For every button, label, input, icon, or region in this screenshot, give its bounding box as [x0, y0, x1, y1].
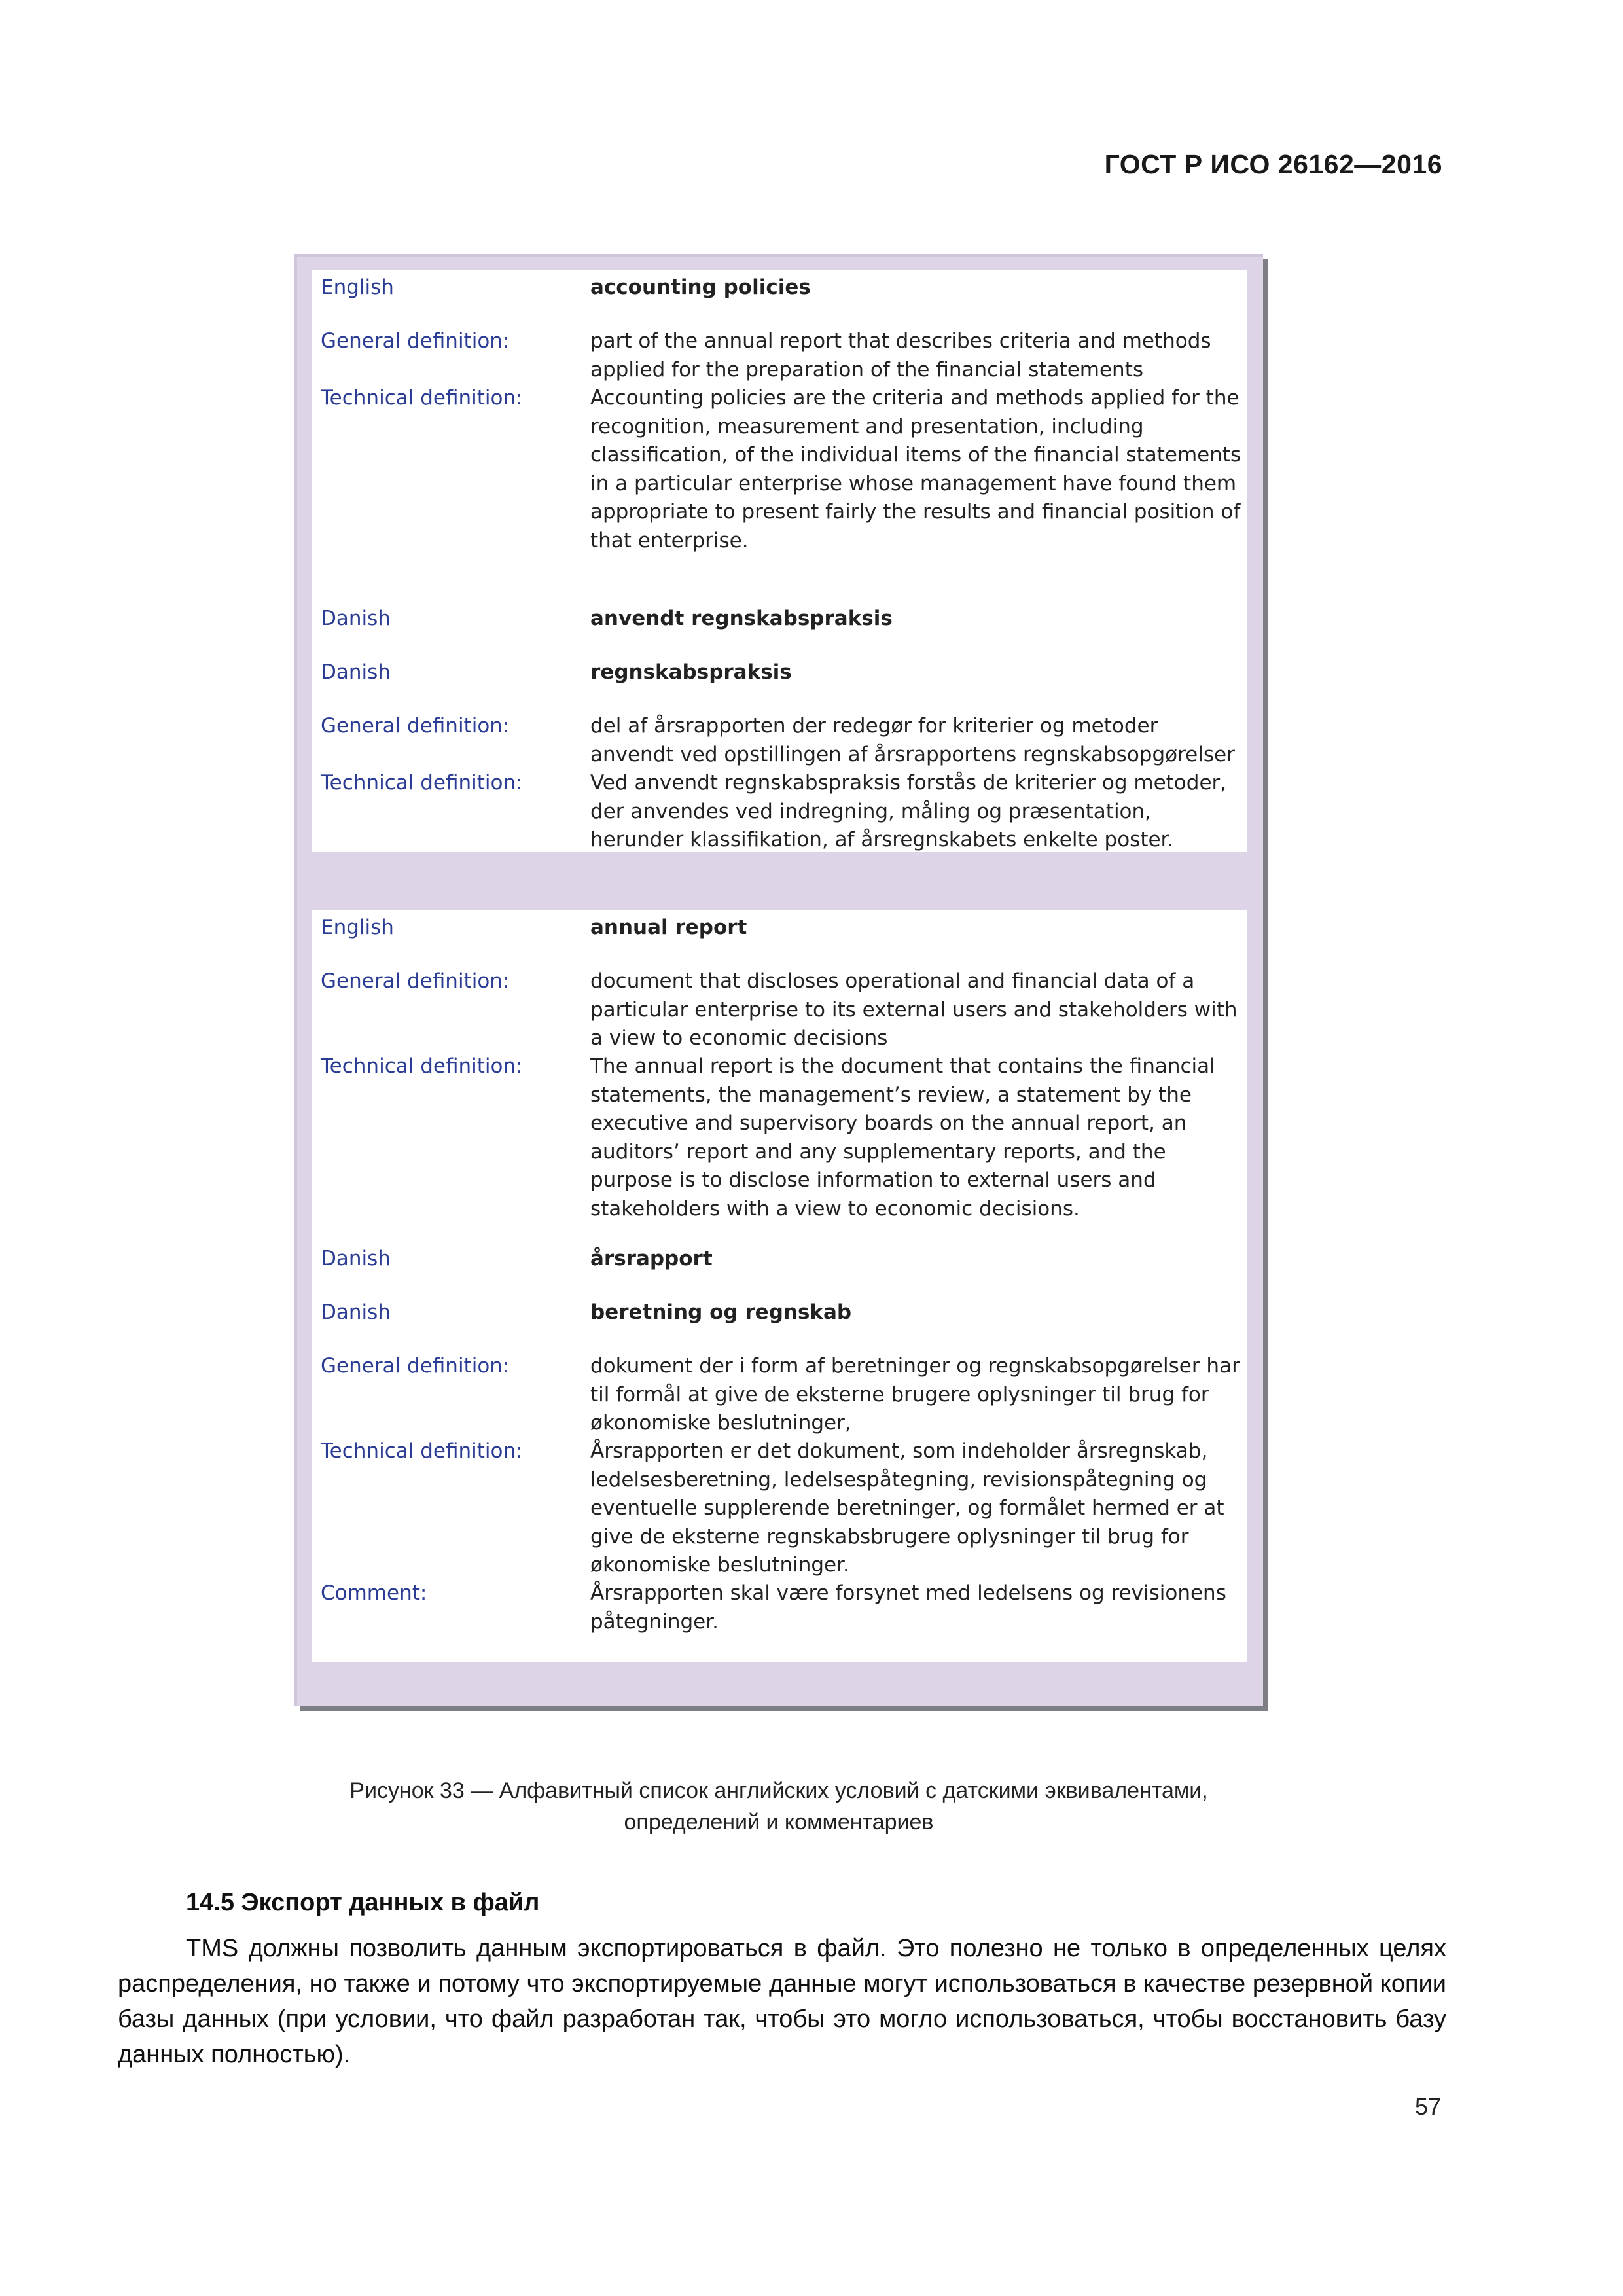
caption-line: определений и комментариев	[624, 1810, 934, 1835]
term-value: annual report	[590, 916, 747, 939]
figure-caption	[294, 1775, 1263, 1838]
field-label: Danish	[321, 1300, 391, 1324]
definition-value: dokument der i form af beretninger og regnskabsopgørelser har til formål at give de eksterne brugere oplysninger til brug for økonomiske beslutninger,	[590, 1354, 1240, 1435]
field-label: English	[321, 916, 394, 939]
definition-value: Accounting policies are the criteria and methods applied for the recognition, measurement and presentation, including classification, of the individual items of the financial statements in a particular enterprise whose management have found them appropriate to present fairly the results and financial position of that enterprise.	[590, 386, 1241, 552]
field-label: Comment:	[321, 1581, 427, 1605]
term-value: beretning og regnskab	[590, 1300, 852, 1324]
field-label: General definition:	[321, 714, 510, 738]
field-label: Technical definition:	[321, 1439, 523, 1463]
definition-value: del af årsrapporten der redegør for kriterier og metoder anvendt ved opstillingen af årsrapportens regnskabsopgørelser	[590, 714, 1235, 766]
field-label: Technical definition:	[321, 771, 523, 795]
caption-line: Рисунок 33 — Алфавитный список английских условий с датскими эквивалентами,	[349, 1778, 1208, 1803]
term-value: årsrapport	[590, 1247, 713, 1270]
field-label: General definition:	[321, 329, 510, 353]
term-entry-accounting-policies	[312, 270, 1247, 852]
term-value: anvendt regnskabspraksis	[590, 607, 893, 630]
definition-value: part of the annual report that describes criteria and methods applied for the preparation of the financial statements	[590, 329, 1211, 382]
definition-value: The annual report is the document that contains the financial statements, the management’s review, a statement by the executive and supervisory boards on the annual report, an auditors’ report and any supplementary reports, and the purpose is to disclose information to external users and stakeholders with a view to economic decisions.	[590, 1054, 1215, 1221]
definition-value: Årsrapporten er det dokument, som indeholder årsregnskab, ledelsesberetning, ledelsespåtegning, revisionspåtegning og eventuelle supplerende beretninger, og formålet hermed er at give de eksterne regnskabsbrugere oplysninger til brug for økonomiske beslutninger.	[590, 1439, 1224, 1577]
field-label: Danish	[321, 1247, 391, 1270]
term-value: accounting policies	[590, 276, 811, 299]
field-label: General definition:	[321, 1354, 510, 1378]
term-value: regnskabspraksis	[590, 660, 792, 684]
body-paragraph: TMS должны позволить данным экспортироваться в файл. Это полезно не только в определенных целях распределения, но также и потому что экспортируемые данные могут использоваться в качестве резервной копии базы данных (при условии, что файл разработан так, чтобы это могло использоваться, чтобы восстановить базу данных полностью).	[118, 1935, 1446, 2068]
field-label: Technical definition:	[321, 1054, 523, 1078]
field-label: Danish	[321, 607, 391, 630]
section-heading: 14.5 Экспорт данных в файл	[186, 1889, 540, 1916]
definition-value: Ved anvendt regnskabspraksis forstås de kriterier og metoder, der anvendes ved indregning, måling og præsentation, herunder klassifikation, af årsregnskabets enkelte poster.	[590, 771, 1227, 852]
figure-terminology-table	[294, 254, 1263, 1706]
term-entry-annual-report	[312, 910, 1247, 1662]
comment-value: Årsrapporten skal være forsynet med ledelsens og revisionens påtegninger.	[590, 1581, 1226, 1634]
field-label: General definition:	[321, 969, 510, 993]
definition-value: document that discloses operational and financial data of a particular enterprise to its external users and stakeholders with a view to economic decisions	[590, 969, 1238, 1050]
field-label: Danish	[321, 660, 391, 684]
field-label: Technical definition:	[321, 386, 523, 410]
page-number: 57	[1414, 2093, 1441, 2120]
document-code: ГОСТ Р ИСО 26162—2016	[1104, 149, 1442, 179]
field-label: English	[321, 276, 394, 299]
